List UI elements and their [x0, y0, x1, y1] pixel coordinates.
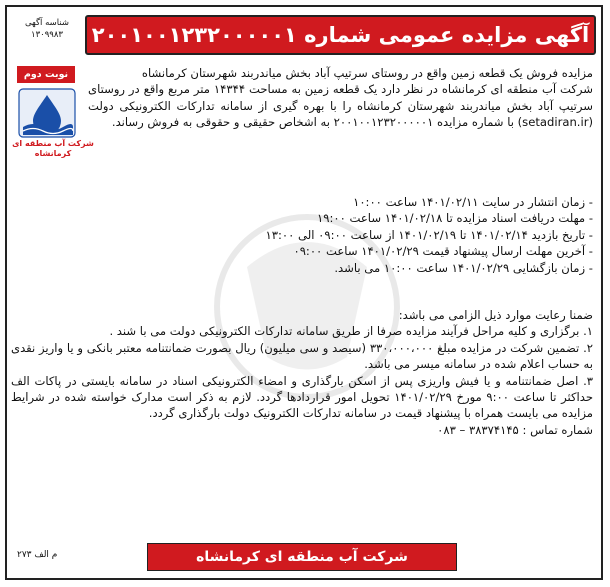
logo-caption	[11, 139, 95, 159]
footer-company-name: شرکت آب منطقه ای کرمانشاه	[196, 549, 408, 565]
contact-number: شماره تماس : ۳۸۳۷۴۱۴۵ – ۰۸۳	[437, 422, 593, 437]
logo-caption-line2: کرمانشاه	[34, 149, 72, 158]
ad-body	[88, 65, 593, 131]
schedule-item: - مهلت دریافت اسناد مزایده تا ۱۴۰۱/۰۲/۱۸ ساعت ۱۹:۰۰	[316, 211, 593, 226]
condition-item-3: ۳. اصل ضمانتنامه و یا فیش واریزی پس از اسکن بارگذاری و امضاء الکترونیکی اسناد در سامانه بایستی در پاکات الف حداکثر تا ساعت ۹:۰۰ مورخ ۱۴۰۱/۰۲/۲۹ تحویل امور قراردادها گردد. لازم به ذکر است مدارک خواسته شده در شرایط مزایده می بایست همراه با پیشنهاد قیمت در سامانه تدارکات الکترونیک دولت بارگذاری گردد.	[11, 373, 593, 421]
ad-paragraph: شرکت آب منطقه ای کرمانشاه در نظر دارد یک قطعه زمین به مساحت ۱۴۳۴۴ متر مربع واقع در روستای سرتیپ آباد بخش میاندربند شهرستان کرمانشاه را با بهره گیری از سامانه تدارکات الکترونیکی دولت (setadiran.ir) با شماره مزایده ۲۰۰۱۰۰۱۲۳۲۰۰۰۰۰۱ به اشخاص حقیقی و حقوقی به فروش رساند.	[88, 82, 593, 130]
condition-item-1: ۱. برگزاری و کلیه مراحل فرآیند مزایده صرفا از طریق سامانه تدارکات الکترونیکی دولت می با شند .	[109, 324, 593, 339]
water-drop-logo-icon	[13, 83, 93, 173]
logo-caption-line1: شرکت آب منطقه ای	[12, 139, 94, 148]
ad-title-banner	[85, 15, 596, 55]
ad-title: آگهی مزایده عمومی شماره ۲۰۰۱۰۰۱۲۳۲۰۰۰۰۰۱	[91, 23, 590, 47]
auction-ad	[5, 5, 603, 580]
ad-intro: مزایده فروش یک قطعه زمین واقع در روستای سرتیپ آباد بخش میاندربند شهرستان کرمانشاه	[141, 66, 593, 80]
ad-id-value: ۱۳۰۹۹۸۳	[31, 30, 63, 40]
round-badge-label: نوبت دوم	[23, 69, 69, 80]
conditions-section	[11, 307, 593, 438]
schedule-item: - زمان بازگشایی ۱۴۰۱/۰۲/۲۹ ساعت ۱۰:۰۰ می باشد.	[334, 260, 593, 275]
conditions-intro: ضمنا رعایت موارد ذیل الزامی می باشد:	[398, 308, 593, 322]
ad-id-label: شناسه آگهی	[24, 18, 70, 28]
ad-id-block	[14, 17, 80, 41]
schedule-item: - تاریخ بازدید ۱۴۰۱/۰۲/۱۴ تا ۱۴۰۱/۰۲/۱۹ از ساعت ۰۹:۰۰ الی ۱۳:۰۰	[265, 227, 593, 242]
schedule-item: - زمان انتشار در سایت ۱۴۰۱/۰۲/۱۱ ساعت ۱۰:۰۰	[353, 195, 593, 209]
footer-company-banner	[147, 543, 457, 571]
round-badge	[17, 66, 75, 83]
schedule-item: - آخرین مهلت ارسال پیشنهاد قیمت ۱۴۰۱/۰۲/۲۹ ساعت ۰۹:۰۰	[293, 244, 593, 259]
condition-item-2: ۲. تضمین شرکت در مزایده مبلغ ۳۳۰،۰۰۰،۰۰۰ (سیصد و سی میلیون) ریال بصورت ضمانتنامه معتبر بانکی و یا واریز نقدی به حساب اعلام شده در سامانه میسر می باشد.	[11, 340, 593, 372]
schedule-list	[133, 194, 593, 276]
footer-code: م الف ۲۷۳	[17, 550, 58, 560]
